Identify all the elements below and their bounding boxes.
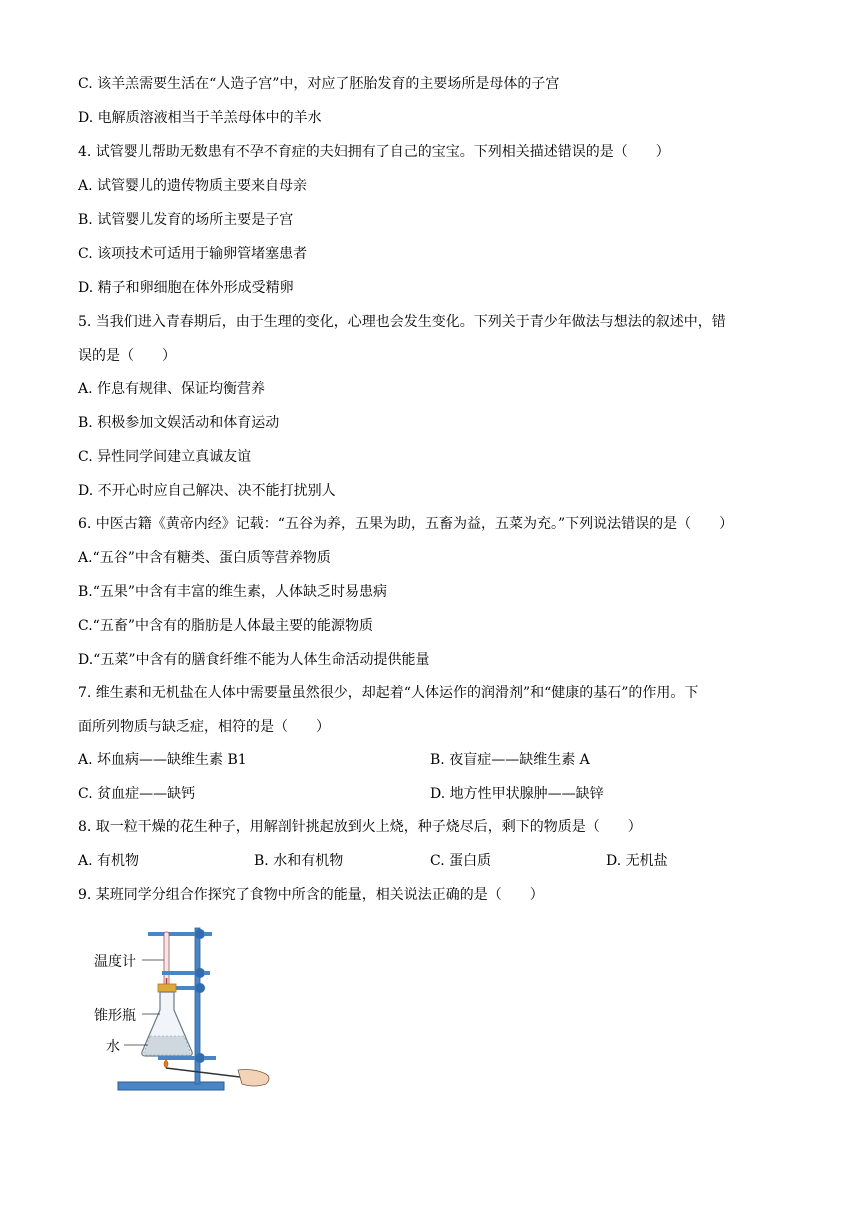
text-line: D. 不开心时应自己解决、决不能打扰别人 <box>78 483 336 499</box>
text-line: B. 积极参加文娱活动和体育运动 <box>78 415 280 431</box>
text-line: C. 该项技术可适用于输卵管堵塞患者 <box>78 246 308 262</box>
hand <box>238 1070 269 1087</box>
q7-option-a: A. 坏血病——缺维生素 B1 <box>78 752 247 768</box>
q8-stem: 8. 取一粒干燥的花生种子，用解剖针挑起放到火上烧，种子烧尽后，剩下的物质是（ ） <box>78 819 642 835</box>
stopper <box>158 984 176 992</box>
text-line: A. 作息有规律、保证均衡营养 <box>78 381 266 397</box>
text-line: D.“五菜”中含有的膳食纤维不能为人体生命活动提供能量 <box>78 652 430 668</box>
text-line: A. 试管婴儿的遗传物质主要来自母亲 <box>78 178 308 194</box>
text-line: 7. 维生素和无机盐在人体中需要量虽然很少，却起着“人体运作的润滑剂”和“健康的基石”的作用。下 <box>78 685 699 701</box>
text-line: D. 精子和卵细胞在体外形成受精卵 <box>78 280 294 296</box>
q8-option-b: B. 水和有机物 <box>254 853 344 869</box>
text-line: 5. 当我们进入青春期后，由于生理的变化，心理也会发生变化。下列关于青少年做法与想法的叙述中，错 <box>78 314 726 330</box>
text-line: 4. 试管婴儿帮助无数患有不孕不育症的夫妇拥有了自己的宝宝。下列相关描述错误的是（ ） <box>78 144 670 160</box>
stand-base <box>118 1082 224 1090</box>
q9-stem: 9. 某班同学分组合作探究了食物中所含的能量，相关说法正确的是（ ） <box>78 887 544 903</box>
burning-seed <box>164 1060 168 1068</box>
experiment-apparatus-figure <box>88 918 280 1098</box>
thermometer-label: 温度计 <box>94 954 136 970</box>
text-line: 误的是（ ） <box>78 348 176 364</box>
q7-option-c: C. 贫血症——缺钙 <box>78 786 196 802</box>
text-line: D. 电解质溶液相当于羊羔母体中的羊水 <box>78 110 322 126</box>
q7-option-b: B. 夜盲症——缺维生素 A <box>430 752 590 768</box>
text-line: A.“五谷”中含有糖类、蛋白质等营养物质 <box>78 550 331 566</box>
q7-option-d: D. 地方性甲状腺肿——缺锌 <box>430 786 604 802</box>
text-line: 6. 中医古籍《黄帝内经》记载：“五谷为养，五果为助，五畜为益，五菜为充。”下列说法错误的是（ ） <box>78 516 734 532</box>
text-line: C. 异性同学间建立真诚友谊 <box>78 449 252 465</box>
middle-clamp-arm <box>162 971 200 975</box>
water <box>144 1036 190 1055</box>
q8-option-a: A. 有机物 <box>78 853 140 869</box>
text-line: B. 试管婴儿发育的场所主要是子宫 <box>78 212 294 228</box>
top-clamp-knob <box>195 929 205 939</box>
text-line: 面所列物质与缺乏症，相符的是（ ） <box>78 719 330 735</box>
lower-clamp-arm <box>158 1056 200 1060</box>
q8-option-d: D. 无机盐 <box>606 853 668 869</box>
dissecting-needle <box>166 1068 248 1078</box>
text-line: C.“五畜”中含有的脂肪是人体最主要的能源物质 <box>78 618 373 634</box>
text-line: C. 该羊羔需要生活在“人造子宫”中，对应了胚胎发育的主要场所是母体的子宫 <box>78 76 560 92</box>
q8-option-c: C. 蛋白质 <box>430 853 492 869</box>
flask-label: 锥形瓶 <box>94 1008 136 1024</box>
water-label: 水 <box>106 1039 120 1055</box>
top-clamp-arm <box>148 932 200 936</box>
text-line: B.“五果”中含有丰富的维生素，人体缺乏时易患病 <box>78 584 388 600</box>
